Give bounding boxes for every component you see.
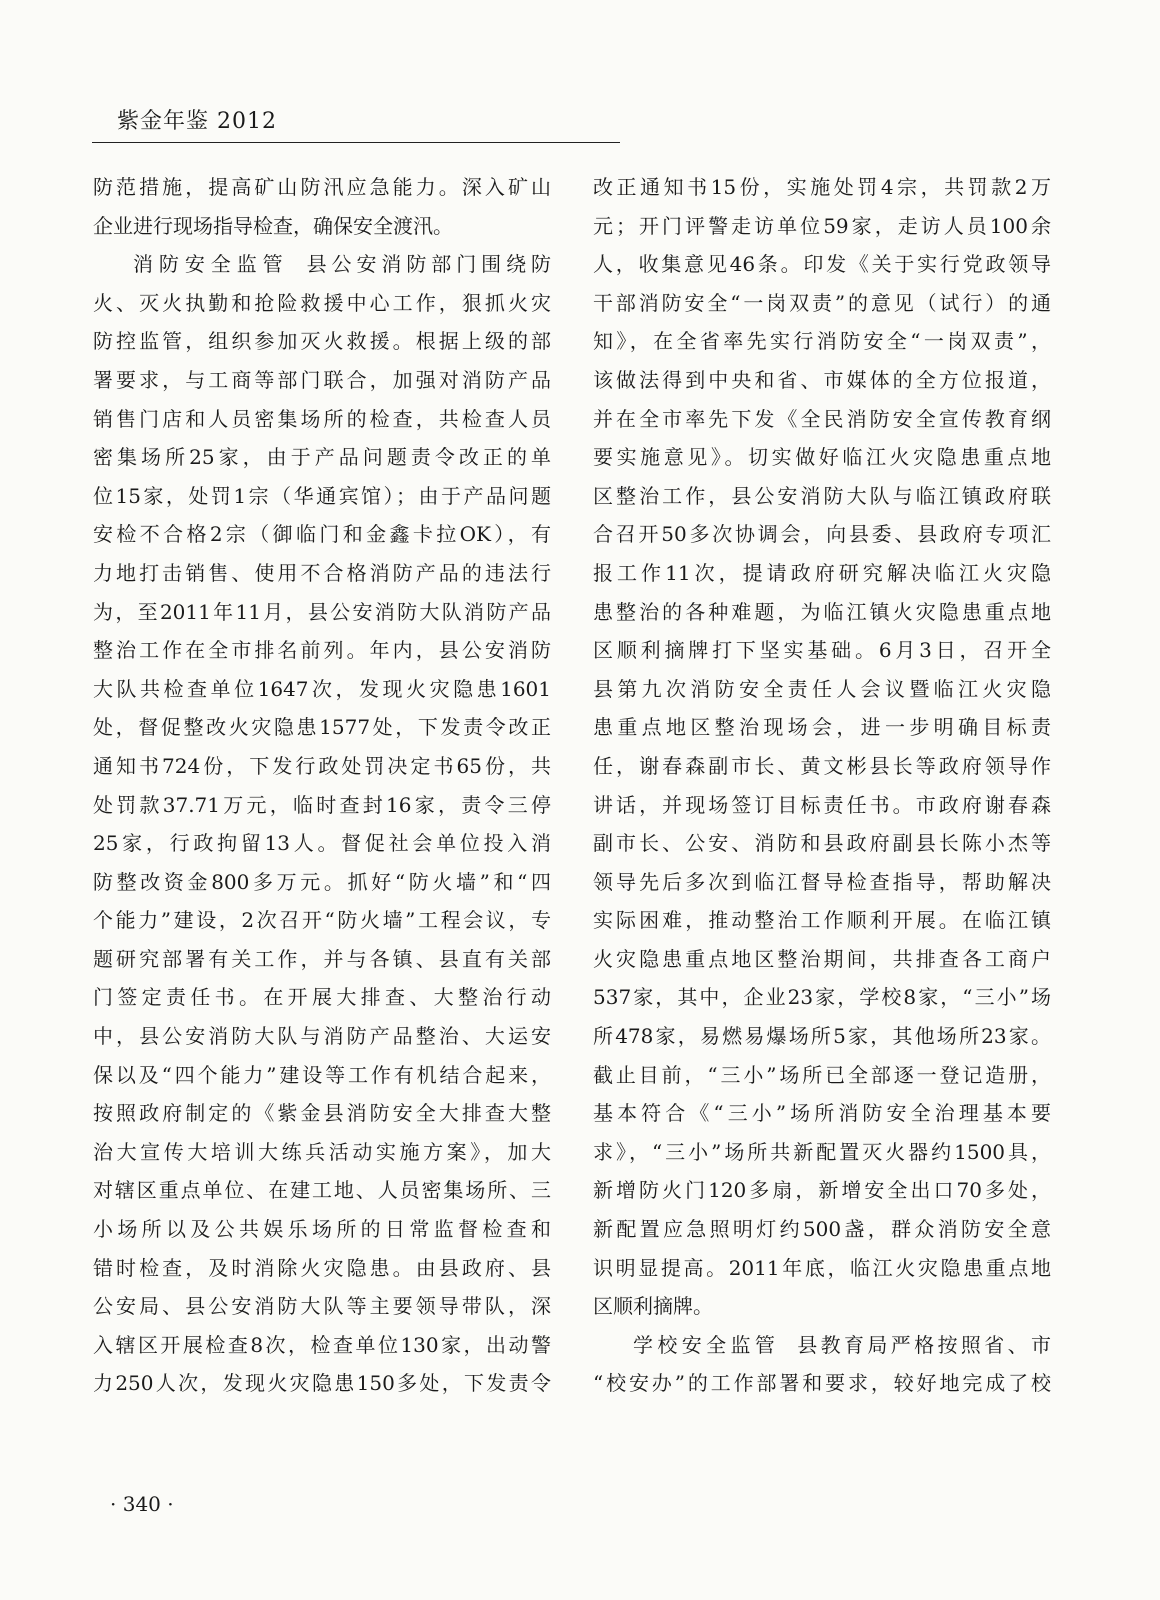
text-line: 报工作11次，提请政府研究解决临江火灾隐 xyxy=(593,560,1051,585)
text-line: 中，县公安消防大队与消防产品整治、大运安 xyxy=(93,1024,551,1049)
text-line: 署要求，与工商等部门联合，加强对消防产品 xyxy=(93,367,551,392)
text-line: 干部消防安全“一岗双责”的意见（试行）的通 xyxy=(593,290,1051,315)
text-line: 火灾隐患重点地区整治期间，共排查各工商户 xyxy=(593,946,1051,971)
text-line: 537家，其中，企业23家，学校8家，“三小”场 xyxy=(593,985,1051,1010)
text-line: 企业进行现场指导检查，确保安全渡汛。 xyxy=(93,213,453,238)
text-line: 销售门店和人员密集场所的检查，共检查人员 xyxy=(93,406,551,431)
text-line: 基本符合《“三小”场所消防安全治理基本要 xyxy=(593,1101,1051,1126)
text-line: 改正通知书15份，实施处罚4宗，共罚款2万 xyxy=(593,175,1051,199)
text-line: 求》，“三小”场所共新配置灭火器约1500具， xyxy=(593,1139,1051,1164)
section-title: 学校安全监管 xyxy=(633,1332,780,1357)
text-line: 合召开50多次协调会，向县委、县政府专项汇 xyxy=(593,522,1051,547)
text-line: 新增防火门120多扇，新增安全出口70多处， xyxy=(593,1178,1051,1203)
text-line: 所478家，易燃易爆场所5家，其他场所23家。 xyxy=(593,1024,1051,1049)
text-line: 处罚款37.71万元，临时查封16家，责令三停 xyxy=(93,792,551,817)
text-line: 门签定责任书。在开展大排查、大整治行动 xyxy=(93,985,551,1010)
text-line: 人，收集意见46条。印发《关于实行党政领导 xyxy=(593,252,1051,277)
text-line: “校安办”的工作部署和要求，较好地完成了校 xyxy=(593,1371,1051,1396)
text-line: 密集场所25家，由于产品问题责令改正的单 xyxy=(93,445,551,470)
text-line: 按照政府制定的《紫金县消防安全大排查大整 xyxy=(93,1101,551,1126)
text-line: 错时检查，及时消除火灾隐患。由县政府、县 xyxy=(93,1255,551,1280)
text-line: 新配置应急照明灯约500盏，群众消防安全意 xyxy=(593,1217,1051,1242)
text-line: 区顺利摘牌。 xyxy=(593,1294,713,1319)
text-line: 并在全市率先下发《全民消防安全宣传教育纲 xyxy=(593,406,1051,431)
text-line: 消防安全监管 县公安消防部门围绕防 xyxy=(133,252,551,277)
text-line: 力250人次，发现火灾隐患150多处，下发责令 xyxy=(93,1371,551,1396)
text-line: 力地打击销售、使用不合格消防产品的违法行 xyxy=(93,560,551,585)
right-column xyxy=(593,168,1051,1403)
text-line: 识明显提高。2011年底，临江火灾隐患重点地 xyxy=(593,1255,1051,1280)
text-line: 整治工作在全市排名前列。年内，县公安消防 xyxy=(93,638,551,663)
text-line: 处，督促整改火灾隐患1577处，下发责令改正 xyxy=(93,715,551,740)
text-line: 患整治的各种难题，为临江镇火灾隐患重点地 xyxy=(593,599,1051,624)
running-head: 紫金年鉴 2012 xyxy=(117,109,277,134)
text-line: 学校安全监管 县教育局严格按照省、市 xyxy=(633,1332,1051,1357)
text-line: 副市长、公安、消防和县政府副县长陈小杰等 xyxy=(593,831,1051,856)
text-line: 患重点地区整治现场会，进一步明确目标责 xyxy=(593,715,1051,740)
text-line: 对辖区重点单位、在建工地、人员密集场所、三 xyxy=(93,1178,551,1203)
text-line: 知》，在全省率先实行消防安全“一岗双责”， xyxy=(593,329,1051,354)
text-line: 讲话，并现场签订目标责任书。市政府谢春森 xyxy=(593,792,1051,817)
text-line: 治大宣传大培训大练兵活动实施方案》，加大 xyxy=(93,1139,551,1164)
text-line: 火、灭火执勤和抢险救援中心工作，狠抓火灾 xyxy=(93,290,551,315)
page-number: · 340 · xyxy=(110,1492,174,1516)
text-line: 区整治工作，县公安消防大队与临江镇政府联 xyxy=(593,483,1051,508)
text-line: 通知书724份，下发行政处罚决定书65份，共 xyxy=(93,753,551,778)
text-line: 防范措施，提高矿山防汛应急能力。深入矿山 xyxy=(93,175,551,199)
text-line: 县第九次消防安全责任人会议暨临江火灾隐 xyxy=(593,676,1051,701)
text-line: 25家，行政拘留13人。督促社会单位投入消 xyxy=(93,831,551,856)
text-line: 元；开门评警走访单位59家，走访人员100余 xyxy=(593,213,1051,238)
text-line: 区顺利摘牌打下坚实基础。6月3日，召开全 xyxy=(593,638,1051,663)
left-column xyxy=(93,168,551,1403)
text-line: 保以及“四个能力”建设等工作有机结合起来， xyxy=(93,1062,551,1087)
text-line: 实际困难，推动整治工作顺利开展。在临江镇 xyxy=(593,908,1051,933)
text-line: 公安局、县公安消防大队等主要领导带队，深 xyxy=(93,1294,551,1319)
text-line: 该做法得到中央和省、市媒体的全方位报道， xyxy=(593,367,1051,392)
text-line: 防整改资金800多万元。抓好“防火墙”和“四 xyxy=(93,869,551,894)
text-line: 领导先后多次到临江督导检查指导，帮助解决 xyxy=(593,869,1051,894)
text-line: 安检不合格2宗（御临门和金鑫卡拉OK），有 xyxy=(93,522,551,547)
text-line: 要实施意见》。切实做好临江火灾隐患重点地 xyxy=(593,445,1051,470)
text-line: 防控监管，组织参加灭火救援。根据上级的部 xyxy=(93,329,551,354)
text-line: 截止目前，“三小”场所已全部逐一登记造册， xyxy=(593,1062,1051,1087)
text-line: 小场所以及公共娱乐场所的日常监督检查和 xyxy=(93,1217,551,1242)
section-title: 消防安全监管 xyxy=(133,252,289,277)
text-line: 个能力”建设，2次召开“防火墙”工程会议，专 xyxy=(93,908,551,933)
text-line: 题研究部署有关工作，并与各镇、县直有关部 xyxy=(93,946,551,971)
text-line: 入辖区开展检查8次，检查单位130家，出动警 xyxy=(93,1332,551,1357)
text-line: 为，至2011年11月，县公安消防大队消防产品 xyxy=(93,599,551,624)
text-line: 位15家，处罚1宗（华通宾馆）；由于产品问题 xyxy=(93,483,551,508)
text-line: 任，谢春森副市长、黄文彬县长等政府领导作 xyxy=(593,753,1051,778)
text-line: 大队共检查单位1647次，发现火灾隐患1601 xyxy=(93,676,551,701)
header-rule xyxy=(92,142,620,143)
